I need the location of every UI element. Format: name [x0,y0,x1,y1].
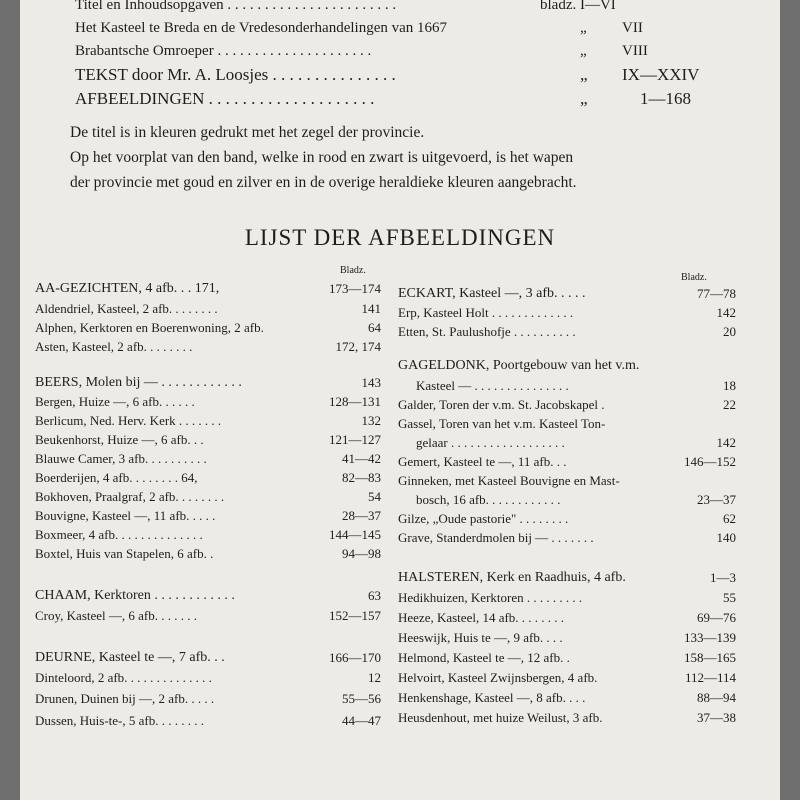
index-entry [35,691,381,709]
entry-text: Heeswijk, Huis te —, 9 afb. . . . [398,630,563,645]
index-entry [398,710,736,728]
entry-text: Dussen, Huis-te-, 5 afb. . . . . . . . [35,713,204,728]
entry-text: Helvoirt, Kasteel Zwijnsbergen, 4 afb. [398,670,598,685]
index-entry [416,378,736,396]
toc-title: Brabantsche Omroeper . . . . . . . . . . . . . . . . . . . . . [75,43,372,59]
toc-pages: bladz. I—VI [540,0,616,13]
index-entry [35,413,381,431]
entry-text: Aldendriel, Kasteel, 2 afb. . . . . . . . [35,301,218,316]
entry-text: Drunen, Duinen bij —, 2 afb. . . . . [35,691,215,706]
index-entry [398,358,736,376]
entry-text: GAGELDONK, Poortgebouw van het v.m. [398,358,640,373]
entry-pages: 22 [723,397,736,412]
note-paragraph: De titel is in kleuren gedrukt met het zegel der provincie. [70,124,425,141]
index-entry [398,530,736,548]
index-entry [398,650,736,668]
index-entry [398,630,736,648]
entry-pages: 133—139 [684,630,736,645]
entry-text: Berlicum, Ned. Herv. Kerk . . . . . . . [35,413,222,428]
entry-text: Croy, Kasteel —, 6 afb. . . . . . . [35,608,197,623]
index-entry [35,527,381,545]
entry-text: Erp, Kasteel Holt . . . . . . . . . . . . . [398,305,574,320]
index-entry [398,473,736,491]
entry-text: Heeze, Kasteel, 14 afb. . . . . . . . [398,610,565,625]
entry-pages: 12 [368,670,381,685]
index-entry [35,301,381,319]
entry-text: Bouvigne, Kasteel —, 11 afb. . . . . [35,508,216,523]
entry-pages: 132 [361,413,381,428]
entry-pages: 77—78 [697,286,736,301]
index-entry [35,713,381,731]
entry-pages: 55 [723,590,736,605]
index-entry [398,454,736,472]
entry-text: AA-GEZICHTEN, 4 afb. . . 171, [35,281,220,296]
toc-row [75,89,715,111]
toc-row [75,20,715,42]
toc-ditto: „ [580,89,588,108]
index-entry [35,670,381,688]
entry-pages: 128—131 [329,394,381,409]
toc-title: TEKST door Mr. A. Loosjes . . . . . . . . . . . . . . . [75,65,396,84]
toc-row [75,43,715,65]
index-entry [35,320,381,338]
entry-text: gelaar . . . . . . . . . . . . . . . . . . [416,435,565,450]
entry-pages: 23—37 [697,492,736,507]
entry-text: Blauwe Camer, 3 afb. . . . . . . . . . [35,451,207,466]
entry-pages: 1—3 [710,570,736,585]
entry-pages: 144—145 [329,527,381,542]
entry-pages: 37—38 [697,710,736,725]
entry-text: Alphen, Kerktoren en Boerenwoning, 2 afb. [35,320,264,335]
entry-pages: 55—56 [342,691,381,706]
entry-text: Dinteloord, 2 afb. . . . . . . . . . . . . . [35,670,212,685]
toc-row [75,65,715,87]
entry-text: Boerderijen, 4 afb. . . . . . . . 64, [35,470,198,485]
entry-text: Boxmeer, 4 afb. . . . . . . . . . . . . . [35,527,203,542]
entry-text: Asten, Kasteel, 2 afb. . . . . . . . [35,339,193,354]
index-entry [35,339,381,357]
index-entry [35,489,381,507]
index-entry [398,690,736,708]
entry-pages: 20 [723,324,736,339]
entry-text: bosch, 16 afb. . . . . . . . . . . . [416,492,561,507]
entry-pages: 166—170 [329,650,381,665]
entry-pages: 64 [368,320,381,335]
entry-text: DEURNE, Kasteel te —, 7 afb. . . [35,650,225,665]
entry-text: Boxtel, Huis van Stapelen, 6 afb. . [35,546,214,561]
entry-pages: 140 [716,530,736,545]
entry-text: Grave, Standerdmolen bij — . . . . . . . [398,530,594,545]
index-entry [35,470,381,488]
index-entry [398,397,736,415]
bladz-label: Bladz. [340,265,366,276]
index-entry [35,432,381,450]
entry-text: Hedikhuizen, Kerktoren . . . . . . . . . [398,590,583,605]
index-entry [398,590,736,608]
index-entry [35,588,381,606]
toc-row [75,0,715,19]
entry-text: Ginneken, met Kasteel Bouvigne en Mast- [398,473,620,488]
entry-pages: 69—76 [697,610,736,625]
entry-pages: 142 [716,305,736,320]
entry-pages: 172, 174 [335,339,381,354]
entry-pages: 88—94 [697,690,736,705]
note-paragraph: der provincie met goud en zilver en in de overige heraldieke kleuren aangebracht. [70,174,577,191]
index-entry [35,650,381,668]
bladz-label: Bladz. [681,272,707,283]
index-entry [416,492,736,510]
index-entry [35,508,381,526]
index-entry [398,286,736,304]
entry-pages: 142 [716,435,736,450]
entry-text: HALSTEREN, Kerk en Raadhuis, 4 afb. [398,570,626,585]
index-entry [398,570,736,588]
entry-pages: 141 [361,301,381,316]
index-entry [416,435,736,453]
entry-text: Henkenshage, Kasteel —, 8 afb. . . . [398,690,586,705]
entry-pages: 158—165 [684,650,736,665]
entry-text: Beukenhorst, Huize —, 6 afb. . . [35,432,204,447]
toc-pages: VIII [622,43,648,59]
toc-pages: VII [622,20,643,36]
entry-pages: 94—98 [342,546,381,561]
entry-pages: 18 [723,378,736,393]
toc-ditto: „ [580,20,587,36]
entry-pages: 54 [368,489,381,504]
entry-pages: 173—174 [329,281,381,296]
list-heading: LIJST DER AFBEELDINGEN [244,225,556,250]
entry-text: Gassel, Toren van het v.m. Kasteel Ton- [398,416,606,431]
index-entry [35,375,381,393]
entry-text: BEERS, Molen bij — . . . . . . . . . . . . [35,375,242,390]
index-entry [398,670,736,688]
index-entry [35,281,381,299]
entry-text: Etten, St. Paulushofje . . . . . . . . . . [398,324,576,339]
entry-pages: 63 [368,588,381,603]
index-entry [398,610,736,628]
index-entry [35,546,381,564]
entry-pages: 146—152 [684,454,736,469]
toc-title: AFBEELDINGEN . . . . . . . . . . . . . . . . . . . . [75,89,375,108]
entry-text: ECKART, Kasteel —, 3 afb. . . . . [398,286,586,301]
toc-pages: 1—168 [640,89,691,108]
entry-pages: 44—47 [342,713,381,728]
entry-text: Bokhoven, Praalgraf, 2 afb. . . . . . . . [35,489,225,504]
entry-text: CHAAM, Kerktoren . . . . . . . . . . . . [35,588,235,603]
toc-ditto: „ [580,43,587,59]
index-column-left [35,265,381,745]
note-paragraph: Op het voorplat van den band, welke in rood en zwart is uitgevoerd, is het wapen [70,149,574,166]
index-entry [35,451,381,469]
toc-title: Het Kasteel te Breda en de Vredesonderhandelingen van 1667 [75,20,448,36]
entry-pages: 121—127 [329,432,381,447]
toc-title: Titel en Inhoudsopgaven . . . . . . . . . . . . . . . . . . . . . . . [75,0,397,13]
entry-pages: 112—114 [684,670,736,685]
index-entry [398,511,736,529]
index-entry [35,608,381,626]
index-entry [398,416,736,434]
index-entry [398,324,736,342]
entry-text: Heusdenhout, met huize Weilust, 3 afb. [398,710,603,725]
entry-text: Gilze, „Oude pastorie" . . . . . . . . [398,511,569,526]
entry-pages: 62 [723,511,736,526]
entry-pages: 41—42 [342,451,381,466]
entry-pages: 82—83 [342,470,381,485]
entry-pages: 152—157 [329,608,381,623]
index-entry [398,305,736,323]
index-entry [35,394,381,412]
entry-text: Helmond, Kasteel te —, 12 afb. . [398,650,570,665]
index-column-right [398,272,736,742]
entry-text: Gemert, Kasteel te —, 11 afb. . . [398,454,567,469]
entry-pages: 143 [361,375,381,390]
entry-text: Kasteel — . . . . . . . . . . . . . . . [416,378,569,393]
entry-text: Galder, Toren der v.m. St. Jacobskapel . [398,397,605,412]
entry-text: Bergen, Huize —, 6 afb. . . . . . [35,394,195,409]
toc-pages: IX—XXIV [622,65,700,84]
entry-pages: 28—37 [342,508,381,523]
toc-ditto: „ [580,65,588,84]
